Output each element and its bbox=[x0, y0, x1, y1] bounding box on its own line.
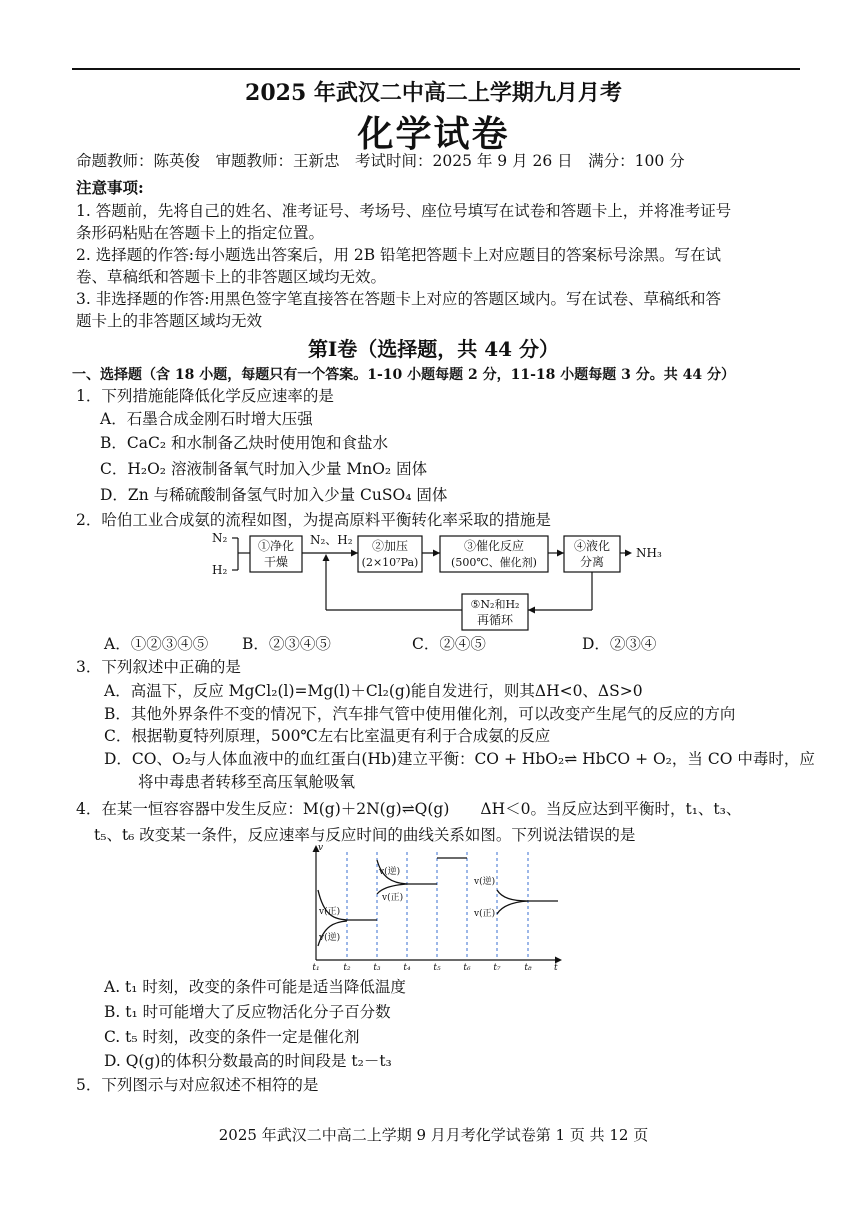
note-2b: 卷、草稿纸和答题卡上的非答题区域均无效。 bbox=[76, 268, 387, 286]
top-rule bbox=[72, 68, 800, 70]
note-2a: 2. 选择题的作答:每小题选出答案后，用 2B 铅笔把答题卡上对应题目的答案标号涂黑。写在试 bbox=[76, 246, 722, 264]
note-1a: 1. 答题前，先将自己的姓名、准考证号、考场号、座位号填写在试卷和答题卡上，并将准考证号 bbox=[76, 202, 732, 220]
box3-line1: ③催化反应 bbox=[463, 539, 525, 553]
q5-stem: 5．下列图示与对应叙述不相符的是 bbox=[76, 1076, 319, 1094]
input-n2: N₂ bbox=[212, 531, 228, 545]
tick-t7: t₇ bbox=[493, 963, 501, 973]
q3-option-d-line2: 将中毒患者转移至高压氧舱吸氧 bbox=[138, 773, 356, 791]
box5-line1: ⑤N₂和H₂ bbox=[470, 598, 520, 611]
q4-stem-line1: 4．在某一恒容容器中发生反应：M(g)＋2N(g)⇌Q(g) ΔH＜0。当反应达到平衡时，t₁、t₃、 bbox=[76, 800, 742, 818]
q2-option-c: C．②④⑤ bbox=[412, 635, 486, 653]
q3-option-b: B．其他外界条件不变的情况下，汽车排气管中使用催化剂，可以改变产生尾气的反应的方向 bbox=[104, 705, 736, 723]
q1-stem: 1．下列措施能降低化学反应速率的是 bbox=[76, 387, 334, 405]
subject-title: 化学试卷 bbox=[357, 113, 510, 155]
box1-line1: ①净化 bbox=[257, 539, 295, 553]
curve-label-5: v(逆) bbox=[474, 877, 496, 887]
exam-info: 命题教师：陈英俊 审题教师：王新忠 考试时间：2025 年 9 月 26 日 满分：100 分 bbox=[76, 152, 685, 170]
box2-line1: ②加压 bbox=[371, 539, 409, 553]
section-instructions: 一、选择题（含 18 小题，每题只有一个答案。1-10 小题每题 2 分，11-18 小题每题 3 分。共 44 分） bbox=[72, 367, 735, 383]
tick-t3: t₃ bbox=[373, 963, 381, 973]
box4-line1: ④液化 bbox=[573, 539, 611, 553]
q2-option-a: A．①②③④⑤ bbox=[104, 635, 209, 653]
mid-label: N₂、H₂ bbox=[310, 533, 353, 547]
axis-v-label: v bbox=[318, 843, 324, 853]
q2-option-b: B．②③④⑤ bbox=[242, 635, 331, 653]
q3-option-d-line1: D．CO、O₂与人体血液中的血红蛋白(Hb)建立平衡：CO + HbO₂⇌ HbCO + O₂，当 CO 中毒时，应 bbox=[104, 750, 815, 768]
curve-label-6: v(正) bbox=[474, 909, 496, 919]
input-h2: H₂ bbox=[212, 563, 228, 577]
q3-stem: 3．下列叙述中正确的是 bbox=[76, 658, 241, 676]
box5-line2: 再循环 bbox=[476, 613, 514, 627]
q1-option-a: A．石墨合成金刚石时增大压强 bbox=[100, 410, 313, 428]
q4-option-d: D. Q(g)的体积分数最高的时间段是 t₂－t₃ bbox=[104, 1052, 392, 1070]
box4-line2: 分离 bbox=[579, 555, 605, 569]
q1-option-c: C．H₂O₂ 溶液制备氧气时加入少量 MnO₂ 固体 bbox=[100, 460, 428, 478]
output-nh3: NH₃ bbox=[636, 546, 662, 560]
section-title: 第Ⅰ卷（选择题，共 44 分） bbox=[307, 337, 560, 361]
tick-t2: t₂ bbox=[343, 963, 351, 973]
curve-label-3: v(逆) bbox=[379, 867, 401, 877]
box3-line2: (500℃、催化剂) bbox=[451, 556, 537, 569]
q4-option-c: C. t₅ 时刻，改变的条件一定是催化剂 bbox=[104, 1028, 360, 1046]
axis-t-label: t bbox=[554, 963, 558, 973]
box1-line2: 干燥 bbox=[263, 555, 289, 569]
notes-heading: 注意事项: bbox=[76, 178, 144, 197]
tick-t4: t₄ bbox=[403, 963, 411, 973]
tick-t6: t₆ bbox=[463, 963, 471, 973]
curve-label-4: v(正) bbox=[382, 893, 404, 903]
q2-stem: 2．哈伯工业合成氨的流程如图，为提高原料平衡转化率采取的措施是 bbox=[76, 511, 551, 529]
note-3b: 题卡上的非答题区域均无效 bbox=[76, 312, 263, 330]
page-footer: 2025 年武汉二中高二上学期 9 月月考化学试卷第 1 页 共 12 页 bbox=[218, 1126, 649, 1144]
q4-stem-line2: t₅、t₆ 改变某一条件，反应速率与反应时间的曲线关系如图。下列说法错误的是 bbox=[94, 826, 636, 844]
q1-option-b: B．CaC₂ 和水制备乙炔时使用饱和食盐水 bbox=[100, 434, 388, 452]
box2-line2: (2×10⁷Pa) bbox=[361, 556, 419, 569]
q4-option-a: A. t₁ 时刻，改变的条件可能是适当降低温度 bbox=[104, 978, 406, 996]
note-3a: 3. 非选择题的作答:用黑色签字笔直接答在答题卡上对应的答题区域内。写在试卷、草稿纸和答 bbox=[76, 290, 721, 308]
tick-t5: t₅ bbox=[433, 963, 441, 973]
q3-option-a: A．高温下，反应 MgCl₂(l)=Mg(l)＋Cl₂(g)能自发进行，则其ΔH<0、ΔS>0 bbox=[104, 682, 643, 700]
rate-time-graph bbox=[300, 842, 568, 974]
tick-t8: t₈ bbox=[524, 963, 532, 973]
note-1b: 条形码粘贴在答题卡上的指定位置。 bbox=[76, 224, 325, 242]
tick-t1: t₁ bbox=[312, 963, 320, 973]
haber-flow-diagram bbox=[200, 528, 680, 636]
q4-option-b: B. t₁ 时可能增大了反应物活化分子百分数 bbox=[104, 1003, 391, 1021]
q1-option-d: D．Zn 与稀硫酸制备氢气时加入少量 CuSO₄ 固体 bbox=[100, 486, 448, 504]
exam-title: 2025 年武汉二中高二上学期九月月考 bbox=[245, 80, 622, 106]
q2-option-d: D．②③④ bbox=[582, 635, 657, 653]
curve-label-2: v(逆) bbox=[319, 933, 341, 943]
q3-option-c: C．根据勒夏特列原理，500℃左右比室温更有利于合成氨的反应 bbox=[104, 727, 551, 745]
curve-label-1: v(正) bbox=[319, 907, 341, 917]
